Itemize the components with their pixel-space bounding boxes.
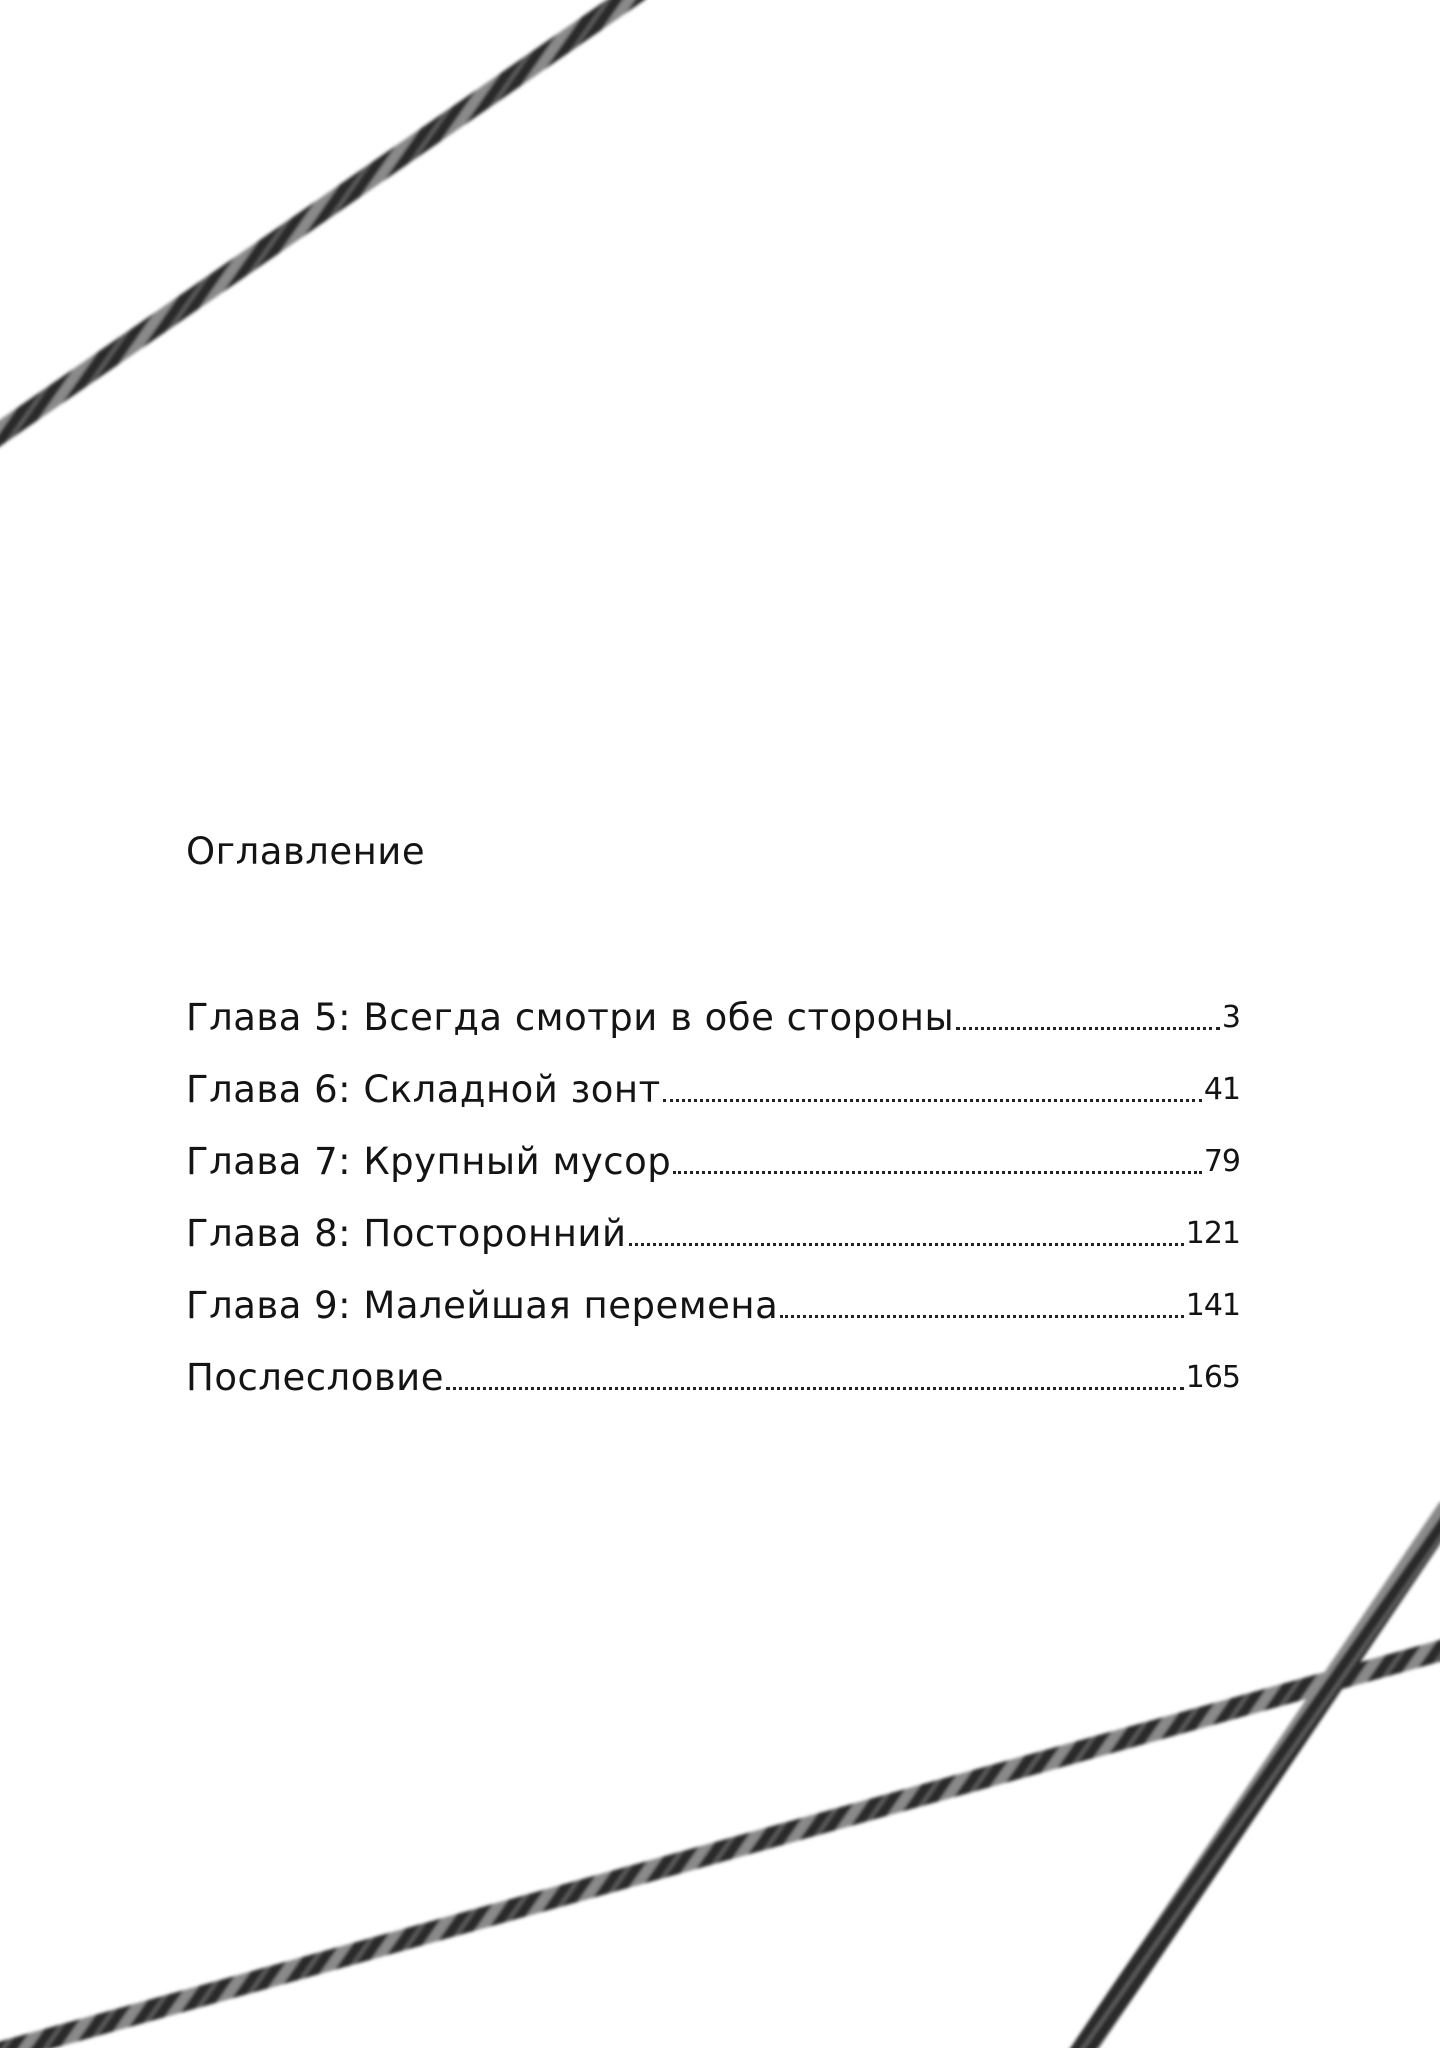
toc-entry-chapter-6 (186, 1042, 1240, 1114)
dot-leader (629, 1242, 1184, 1246)
toc-entry-page-number: 79 (1203, 1144, 1240, 1179)
toc-entry-label: Глава 5: Всегда смотри в обе стороны (186, 996, 955, 1039)
stripe-bottom-long (0, 1648, 1440, 2048)
toc-entry-label: Глава 7: Крупный мусор (186, 1140, 672, 1183)
toc-entry-chapter-9 (186, 1258, 1240, 1330)
toc-entry-afterword (186, 1330, 1240, 1402)
dot-leader (780, 1314, 1183, 1318)
toc-entry-page-number: 141 (1185, 1288, 1240, 1323)
stripe-bottom-steep (1078, 1508, 1440, 2048)
toc-entry-label: Глава 9: Малейшая перемена (186, 1284, 779, 1327)
toc-entry-page-number: 121 (1185, 1216, 1240, 1251)
toc-entry-chapter-5 (186, 970, 1240, 1042)
toc-entry-chapter-8 (186, 1186, 1240, 1258)
toc-entry-label: Послесловие (186, 1356, 444, 1399)
toc-entry-page-number: 41 (1203, 1072, 1240, 1107)
toc-entry-chapter-7 (186, 1114, 1240, 1186)
toc-entry-page-number: 3 (1221, 1000, 1240, 1035)
dot-leader (956, 1026, 1220, 1030)
dot-leader (663, 1098, 1202, 1102)
toc-list (186, 970, 1240, 1402)
toc-entry-page-number: 165 (1185, 1360, 1240, 1395)
dot-leader (673, 1170, 1202, 1174)
toc-title: Оглавление (186, 830, 426, 873)
dot-leader (446, 1386, 1184, 1390)
stripe-top-left (0, 0, 640, 440)
toc-entry-label: Глава 6: Складной зонт (186, 1068, 661, 1111)
toc-entry-label: Глава 8: Посторонний (186, 1212, 627, 1255)
